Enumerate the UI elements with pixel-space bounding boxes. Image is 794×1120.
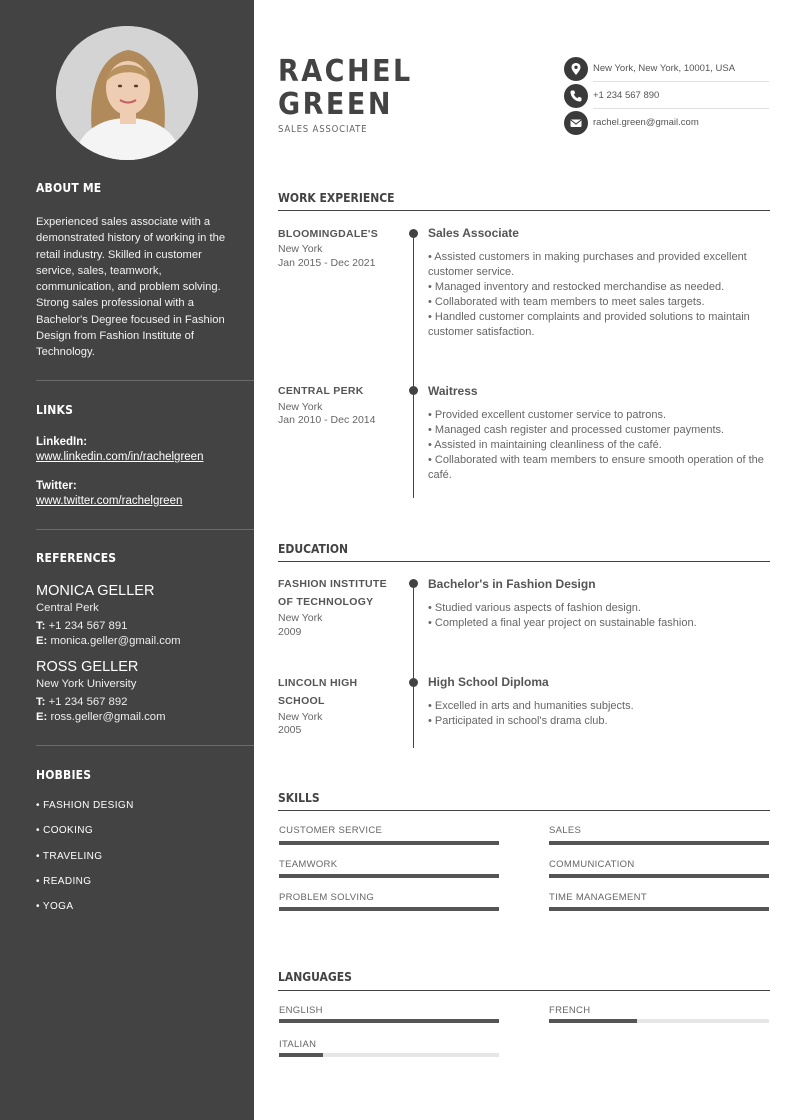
skill-label: TEAMWORK	[279, 859, 338, 870]
skill-label: SALES	[549, 825, 582, 836]
sidebar	[0, 0, 254, 1120]
bullet-item: • Assisted in maintaining cleanliness of the café.	[428, 439, 662, 451]
education-bullets	[428, 699, 768, 729]
skill-bar-fill	[279, 874, 499, 878]
section-rule	[278, 810, 770, 811]
email-text: rachel.green@gmail.com	[593, 117, 699, 128]
language-label: ENGLISH	[279, 1005, 323, 1016]
address-text: New York, New York, 10001, USA	[593, 63, 736, 74]
contact-email	[564, 111, 769, 135]
sidebar-divider	[36, 745, 254, 746]
education-org: LINCOLN HIGH SCHOOL	[278, 677, 358, 707]
skill-bar-fill	[549, 874, 769, 878]
skill-bar-track	[279, 874, 499, 878]
bullet-item: • Studied various aspects of fashion design.	[428, 602, 641, 614]
hobby-item: • READING	[36, 876, 92, 887]
work-location: New York	[278, 401, 323, 413]
section-rule	[278, 561, 770, 562]
work-bullets	[428, 408, 768, 483]
timeline-dot	[409, 386, 418, 395]
skill-label: PROBLEM SOLVING	[279, 892, 375, 903]
bullet-item: • Provided excellent customer service to patrons.	[428, 409, 667, 421]
sidebar-divider	[36, 380, 254, 381]
reference-phone: T: +1 234 567 892	[36, 696, 128, 708]
education-degree: Bachelor's in Fashion Design	[428, 577, 596, 591]
bullet-item: • Assisted customers in making purchases and provided excellent customer service.	[428, 251, 747, 278]
skill-bar-track	[549, 874, 769, 878]
reference-email: E: monica.geller@gmail.com	[36, 635, 181, 647]
work-role: Sales Associate	[428, 226, 519, 240]
timeline-dot	[409, 678, 418, 687]
language-bar-track	[279, 1019, 499, 1023]
education-bullets	[428, 601, 768, 631]
work-dates: Jan 2010 - Dec 2014	[278, 414, 376, 426]
education-org: FASHION INSTITUTE OF TECHNOLOGY	[278, 578, 387, 608]
bullet-item: • Excelled in arts and humanities subjects.	[428, 700, 634, 712]
hobby-item: • COOKING	[36, 825, 94, 836]
contact-address	[564, 57, 769, 81]
reference-name: MONICA GELLER	[36, 583, 155, 599]
education-dates: 2005	[278, 724, 302, 736]
education-location: New York	[278, 612, 323, 624]
skill-label: CUSTOMER SERVICE	[279, 825, 383, 836]
bullet-item: • Handled customer complaints and provided solutions to maintain customer satisfaction.	[428, 311, 750, 338]
linkedin-link[interactable]: www.linkedin.com/in/rachelgreen	[36, 451, 204, 463]
work-dates: Jan 2015 - Dec 2021	[278, 257, 376, 269]
skill-bar-track	[279, 841, 499, 845]
bullet-item: • Collaborated with team members to meet sales targets.	[428, 296, 705, 308]
phone-icon	[564, 84, 588, 108]
work-timeline	[413, 233, 414, 498]
hobby-item: • YOGA	[36, 901, 74, 912]
skill-bar-track	[279, 907, 499, 911]
work-location: New York	[278, 243, 323, 255]
bullet-item: • Completed a final year project on sustainable fashion.	[428, 617, 697, 629]
about-heading: ABOUT ME	[36, 181, 102, 195]
skill-bar-track	[549, 841, 769, 845]
bullet-item: • Managed inventory and restocked merchandise as needed.	[428, 281, 725, 293]
skill-bar-fill	[279, 841, 499, 845]
languages-heading: LANGUAGES	[278, 970, 352, 984]
job-title: SALES ASSOCIATE	[278, 124, 368, 135]
reference-email: E: ross.geller@gmail.com	[36, 711, 166, 723]
links-heading: LINKS	[36, 403, 74, 417]
language-bar-track	[549, 1019, 769, 1023]
contact-divider	[593, 81, 769, 82]
reference-name: ROSS GELLER	[36, 659, 139, 675]
about-text: Experienced sales associate with a demonstrated history of working in the retail industry. Skilled in customer service, sales, teamwork, communication, and problem solving. Strong sales professional with a Bachelor's Degree focused in Fashion Design from Fashion Institute of Technology.	[36, 216, 226, 359]
references-heading: REFERENCES	[36, 551, 117, 565]
skill-bar-fill	[279, 907, 499, 911]
phone-text: +1 234 567 890	[593, 90, 660, 101]
skills-heading: SKILLS	[278, 791, 320, 805]
work-org: BLOOMINGDALE'S	[278, 228, 379, 240]
location-pin-icon	[564, 57, 588, 81]
profile-photo	[56, 26, 198, 160]
bullet-item: • Managed cash register and processed customer payments.	[428, 424, 725, 436]
skill-label: COMMUNICATION	[549, 859, 635, 870]
language-bar-track	[279, 1053, 499, 1057]
hobby-item: • FASHION DESIGN	[36, 800, 134, 811]
language-label: FRENCH	[549, 1005, 591, 1016]
education-degree: High School Diploma	[428, 675, 549, 689]
work-bullets	[428, 250, 768, 340]
first-name: RACHEL	[278, 54, 413, 89]
education-timeline	[413, 584, 414, 748]
contact-phone	[564, 84, 769, 108]
last-name: GREEN	[278, 87, 393, 122]
bullet-item: • Participated in school's drama club.	[428, 715, 608, 727]
language-label: ITALIAN	[279, 1039, 317, 1050]
education-location: New York	[278, 711, 323, 723]
work-org: CENTRAL PERK	[278, 385, 364, 397]
education-heading: EDUCATION	[278, 542, 349, 556]
section-rule	[278, 990, 770, 991]
skill-bar-track	[549, 907, 769, 911]
work-experience-heading: WORK EXPERIENCE	[278, 191, 395, 205]
timeline-dot	[409, 579, 418, 588]
sidebar-divider	[36, 529, 254, 530]
mail-icon	[564, 111, 588, 135]
link-label-twitter: Twitter:	[36, 480, 77, 492]
section-rule	[278, 210, 770, 211]
contact-divider	[593, 108, 769, 109]
skill-bar-fill	[549, 841, 769, 845]
reference-org: New York University	[36, 678, 137, 690]
hobby-item: • TRAVELING	[36, 851, 103, 862]
twitter-link[interactable]: www.twitter.com/rachelgreen	[36, 495, 183, 507]
bullet-item: • Collaborated with team members to ensure smooth operation of the café.	[428, 454, 764, 481]
work-role: Waitress	[428, 384, 478, 398]
education-dates: 2009	[278, 626, 302, 638]
reference-phone: T: +1 234 567 891	[36, 620, 128, 632]
timeline-dot	[409, 229, 418, 238]
skill-bar-fill	[549, 907, 769, 911]
hobbies-heading: HOBBIES	[36, 768, 92, 782]
skill-label: TIME MANAGEMENT	[549, 892, 647, 903]
language-bar-fill	[279, 1053, 323, 1057]
reference-org: Central Perk	[36, 602, 99, 614]
language-bar-fill	[279, 1019, 499, 1023]
link-label-linkedin: LinkedIn:	[36, 436, 88, 448]
language-bar-fill	[549, 1019, 637, 1023]
